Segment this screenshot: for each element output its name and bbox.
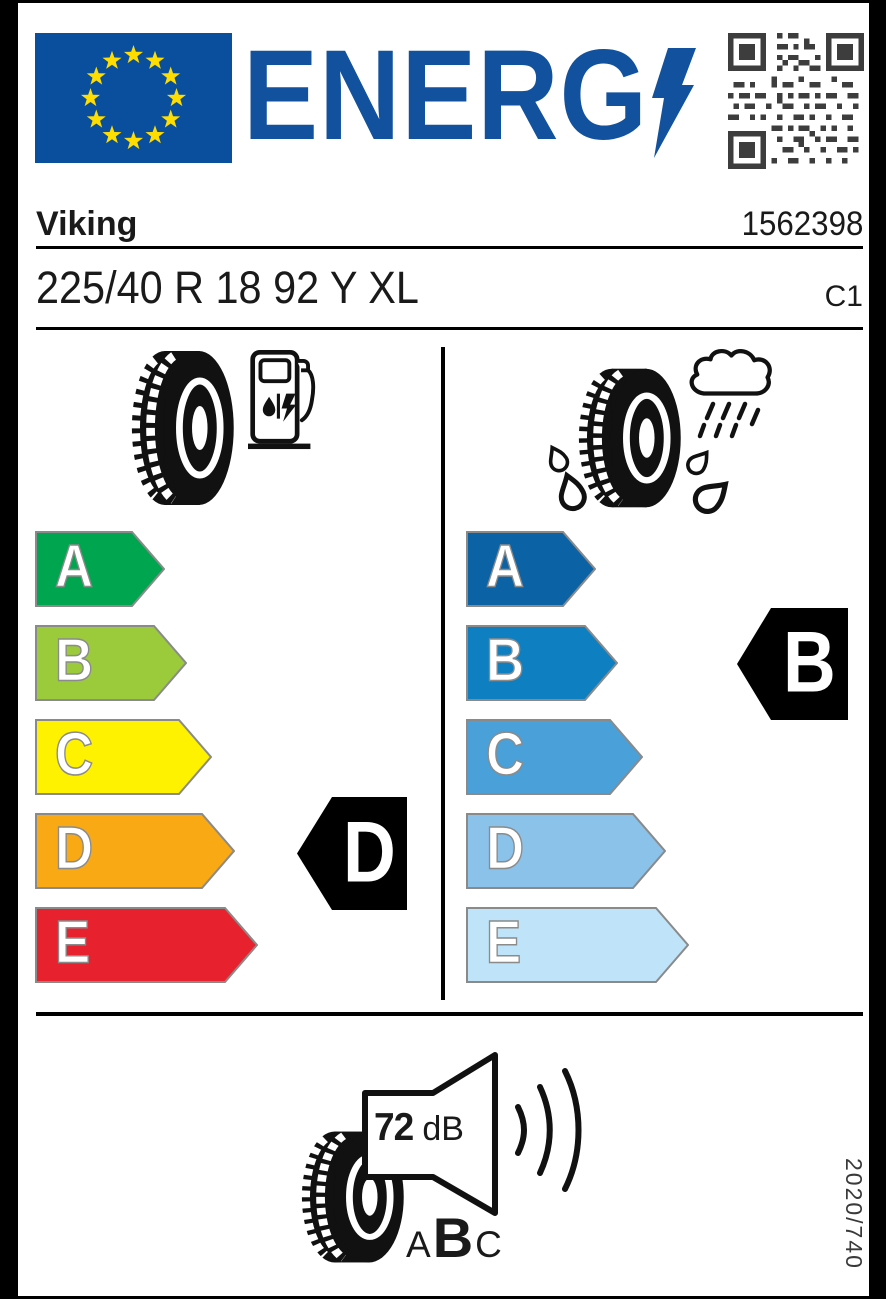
fuel-grade-e-label: E: [55, 908, 91, 976]
fuel-grade-d: [35, 813, 235, 889]
brand-row: [36, 200, 863, 244]
tyre-size: 225/40 R 18 92 Y XL: [36, 262, 419, 313]
label-border-top: [0, 0, 886, 3]
noise-class-b-active: B: [432, 1206, 474, 1269]
lightning-bolt-icon: [652, 48, 698, 160]
fuel-rating-indicator: [297, 797, 407, 910]
tyre-class: C1: [824, 280, 863, 313]
fuel-grade-e: [35, 907, 258, 983]
fuel-grade-d-label: D: [55, 814, 94, 882]
regulation-number: 2020/740: [841, 1158, 867, 1270]
energy-logo-text: ENERG: [243, 24, 648, 167]
wet-grade-e-label: E: [486, 908, 522, 976]
energy-logo: [243, 24, 703, 167]
qr-code: [728, 33, 864, 169]
noise-class-c: C: [475, 1224, 502, 1265]
fuel-grade-a: [35, 531, 165, 607]
label-border-left: [0, 0, 18, 1299]
tire-fuel-pump-icon: [128, 342, 328, 517]
wet-grade-e: [466, 907, 689, 983]
wet-grip-rating-letter: B: [783, 614, 836, 711]
label-border-right: [869, 0, 886, 1299]
fuel-rating-letter: D: [343, 803, 396, 900]
wet-grade-a-label: A: [486, 532, 525, 600]
fuel-grade-c-label: C: [55, 720, 94, 788]
eu-flag: [35, 33, 232, 163]
wet-grade-b-label: B: [486, 626, 525, 694]
divider-line: [36, 1012, 863, 1016]
noise-class-scale: [406, 1205, 516, 1269]
wet-grip-rating-indicator: [737, 608, 848, 720]
wet-grade-c-label: C: [486, 720, 525, 788]
fuel-grade-b: [35, 625, 187, 701]
noise-class-a: A: [406, 1224, 431, 1265]
tyre-size-row: [36, 262, 863, 314]
brand-name: Viking: [36, 205, 138, 243]
column-divider: [441, 347, 445, 1000]
wet-grade-d-label: D: [486, 814, 525, 882]
noise-value: [374, 1106, 490, 1156]
noise-unit: dB: [422, 1110, 464, 1148]
wet-grade-d: [466, 813, 666, 889]
noise-decibels: 72: [374, 1106, 414, 1149]
article-number: 1562398: [741, 205, 863, 243]
sound-waves-icon: [518, 1071, 579, 1189]
eu-flag-stars: [81, 45, 186, 149]
wet-grade-a: [466, 531, 596, 607]
wet-grade-b: [466, 625, 618, 701]
fuel-grade-a-label: A: [55, 532, 94, 600]
fuel-grade-c: [35, 719, 212, 795]
wet-grade-c: [466, 719, 643, 795]
divider-line: [36, 327, 863, 330]
divider-line: [36, 246, 863, 249]
fuel-grade-b-label: B: [55, 626, 94, 694]
tire-rain-cloud-icon: [535, 342, 790, 520]
